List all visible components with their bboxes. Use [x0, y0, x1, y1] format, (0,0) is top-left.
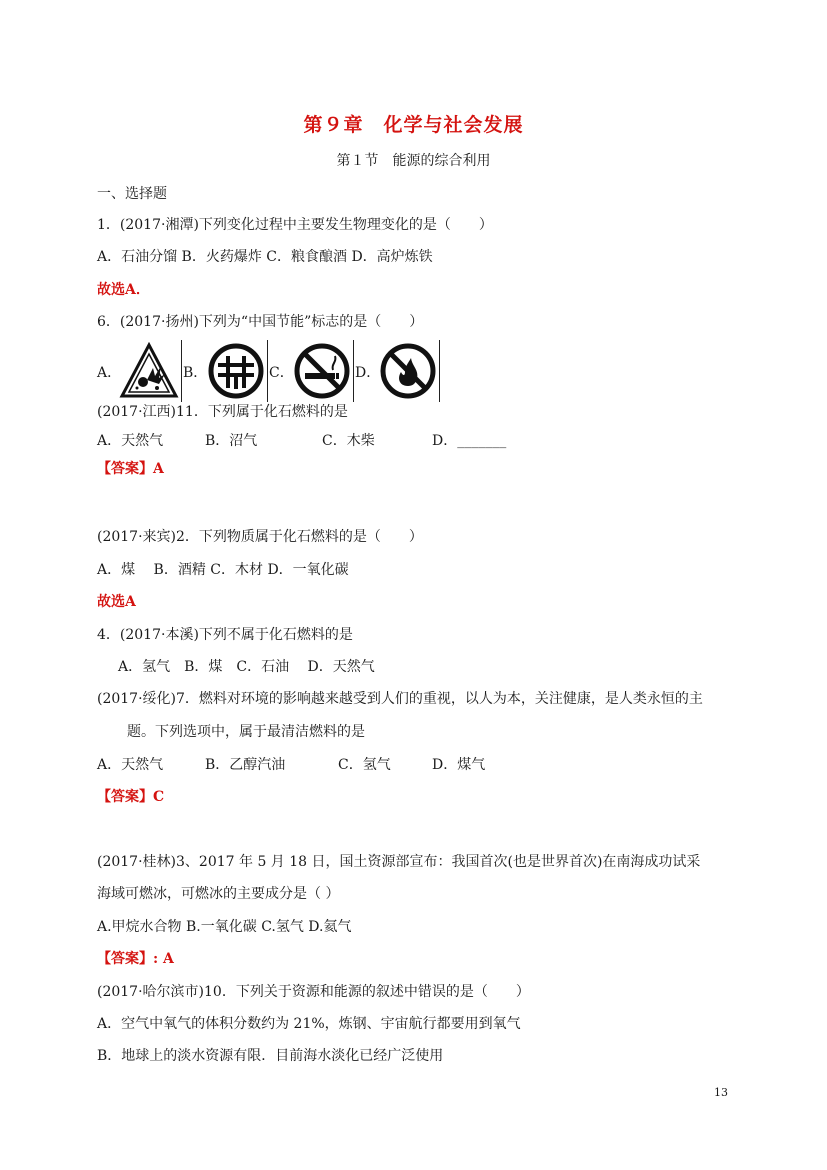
answer-value: : A: [153, 951, 174, 967]
divider: [353, 340, 354, 402]
question-1-answer: 故选A．: [97, 282, 150, 298]
divider: [439, 340, 440, 402]
question-1-stem: 1．(2017·湘潭)下列变化过程中主要发生物理变化的是（ ）: [97, 217, 493, 233]
question-jiangxi-option-d: D．_______: [432, 433, 507, 449]
china-energy-saving-icon: [207, 342, 265, 400]
question-jiangxi-option-a: A．天然气: [97, 433, 164, 449]
chapter-title: 第９章 化学与社会发展: [303, 114, 524, 136]
question-laibin-answer: 故选A: [97, 594, 136, 610]
question-suihua-stem-line2: 题。下列选项中，属于最清洁燃料的是: [127, 724, 365, 740]
question-6-logo-options: [97, 340, 457, 402]
section-heading: 一、选择题: [97, 186, 167, 202]
explosive-hazard-icon: [119, 342, 179, 400]
question-benxi-stem: 4．(2017·本溪)下列不属于化石燃料的是: [97, 627, 353, 643]
question-suihua-option-a: A．天然气: [97, 757, 164, 773]
question-laibin-options: A．煤 B．酒精 C．木材 D．一氧化碳: [97, 562, 349, 578]
question-suihua-option-d: D．煤气: [432, 757, 486, 773]
answer-tag: 【答案】: [97, 461, 153, 477]
option-a-label: A．: [97, 365, 122, 381]
answer-value: A: [153, 461, 164, 477]
question-jiangxi-answer: [97, 460, 164, 478]
question-harbin-option-a: A．空气中氧气的体积分数约为 21%，炼钢、宇宙航行都要用到氧气: [97, 1016, 521, 1032]
page-number: 13: [714, 1086, 728, 1099]
divider: [181, 340, 182, 402]
question-guilin-stem-line2: 海域可燃冰，可燃冰的主要成分是（ ）: [97, 886, 340, 902]
answer-value: C: [153, 789, 165, 805]
question-1-options: A．石油分馏 B．火药爆炸 C．粮食酿酒 D．高炉炼铁: [97, 249, 433, 265]
question-laibin-stem: (2017·来宾)2．下列物质属于化石燃料的是（ ）: [97, 529, 423, 545]
divider: [267, 340, 268, 402]
option-c-label: C．: [269, 365, 294, 381]
question-suihua-option-b: B．乙醇汽油: [205, 757, 286, 773]
answer-tag: 【答案】: [97, 951, 153, 967]
question-jiangxi-option-c: C．木柴: [322, 433, 375, 449]
question-suihua-stem-line1: (2017·绥化)7．燃料对环境的影响越来越受到人们的重视，以人为本，关注健康，是人类永恒的主: [97, 691, 703, 707]
option-d-label: D．: [355, 365, 381, 381]
question-harbin-option-b: B．地球上的淡水资源有限．目前海水淡化已经广泛使用: [97, 1048, 444, 1064]
no-smoking-icon: [293, 342, 351, 400]
question-harbin-stem: (2017·哈尔滨市)10．下列关于资源和能源的叙述中错误的是（ ）: [97, 984, 530, 1000]
no-fire-icon: [379, 342, 437, 400]
question-jiangxi-stem: (2017·江西)11．下列属于化石燃料的是: [97, 404, 348, 420]
answer-tag: 【答案】: [97, 789, 153, 805]
question-guilin-answer: [97, 950, 174, 968]
option-b-label: B．: [183, 365, 208, 381]
question-guilin-options: A.甲烷水合物 B.一氧化碳 C.氢气 D.氦气: [97, 919, 352, 935]
question-jiangxi-option-b: B．沼气: [205, 433, 258, 449]
question-benxi-options: A．氢气 B．煤 C．石油 D．天然气: [118, 659, 375, 675]
section-title: 第１节 能源的综合利用: [336, 153, 491, 169]
question-guilin-stem-line1: (2017·桂林)3、2017 年 5 月 18 日，国土资源部宣布：我国首次(也是世界首次)在南海成功试采: [97, 854, 701, 870]
question-suihua-option-c: C．氢气: [338, 757, 391, 773]
question-suihua-answer: [97, 788, 164, 806]
question-6-stem: 6．(2017·扬州)下列为“中国节能”标志的是（ ）: [97, 314, 424, 330]
